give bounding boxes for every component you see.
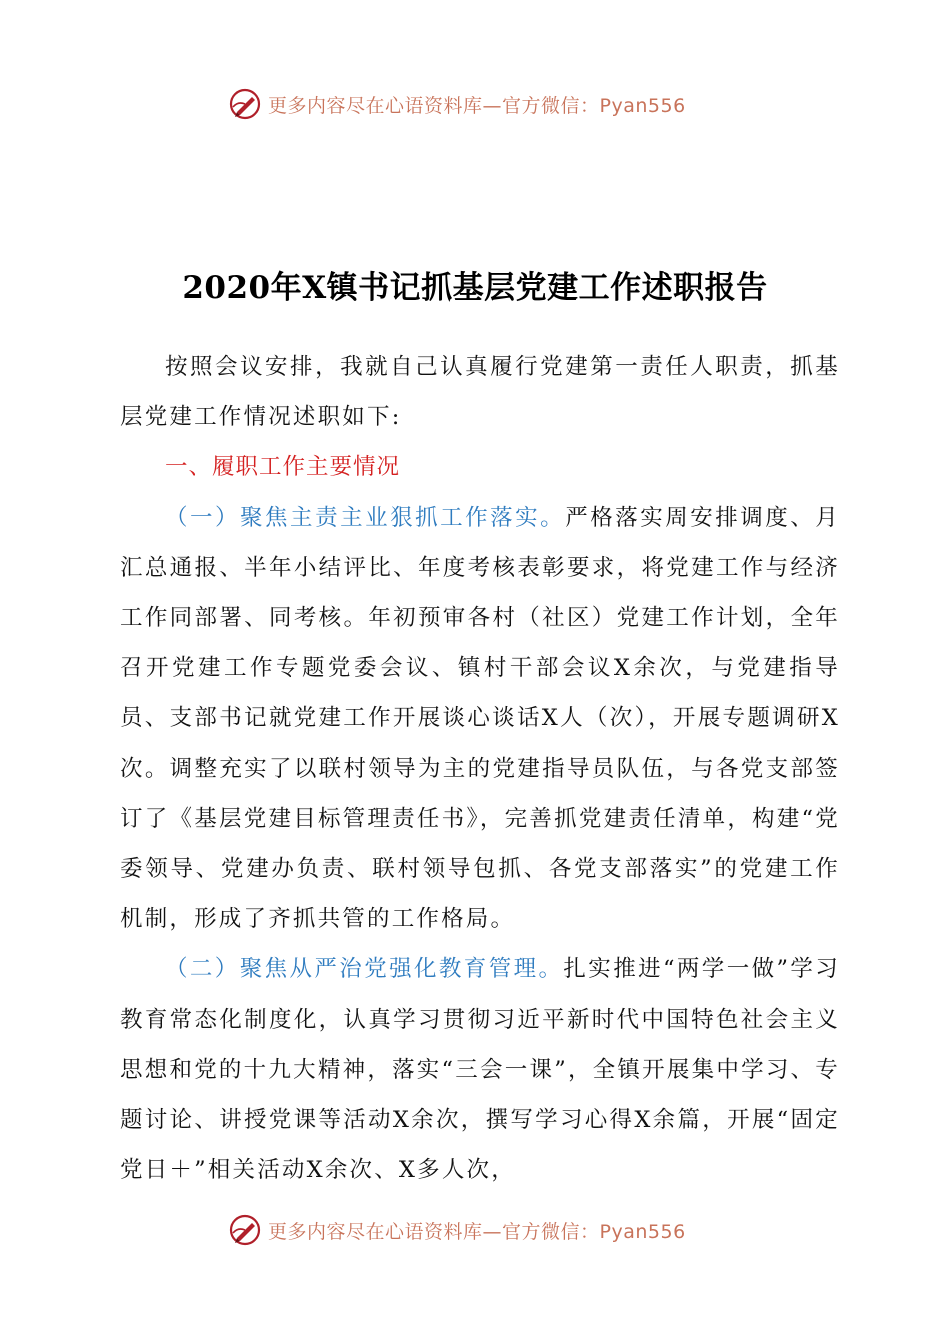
subsection-2-heading: （二）聚焦从严治党强化教育管理。 [165,956,564,983]
section-heading: 一、履职工作主要情况 [165,454,401,481]
header-banner [228,84,788,124]
document-body [120,342,840,1195]
subsection-1-paragraph [120,493,840,945]
banner-wechat-id: Pyan556 [599,94,686,117]
subsection-1-body: 严格落实周安排调度、月汇总通报、半年小结评比、年度考核表彰要求，将党建工作与经济工作同部署、同考核。年初预审各村（社区）党建工作计划，全年召开党建工作专题党委会议、镇村干部会议X余次，与党建指导员、支部书记就党建工作开展谈心谈话X人（次），开展专题调研X次。调整充实了以联村领导为主的党建指导员队伍，与各党支部签订了《基层党建目标管理责任书》，完善抓党建责任清单，构建“党委领导、党建办负责、联村领导包抓、各党支部落实”的党建工作机制，形成了齐抓共管的工作格局。 [120,504,841,933]
banner-text: 更多内容尽在心语资料库—官方微信： [268,94,600,117]
subsection-1-heading: （一）聚焦主责主业狠抓工作落实。 [165,504,566,531]
footer-banner [228,1210,788,1250]
footer-banner-wechat-id: Pyan556 [599,1220,686,1243]
pen-logo-icon [228,1213,262,1247]
subsection-2-body: 扎实推进“两学一做”学习教育常态化制度化，认真学习贯彻习近平新时代中国特色社会主义思想和党的十九大精神，落实“三会一课”，全镇开展集中学习、专题讨论、讲授党课等活动X余次，撰写学习心得X余篇，开展“固定党日＋”相关活动X余次、X多人次， [120,956,841,1184]
pen-logo-icon [228,87,262,121]
intro-paragraph: 按照会议安排，我就自己认真履行党建第一责任人职责，抓基层党建工作情况述职如下: [120,354,840,431]
footer-banner-text: 更多内容尽在心语资料库—官方微信： [268,1220,600,1243]
subsection-2-paragraph [120,944,840,1195]
document-title: 2020年X镇书记抓基层党建工作述职报告 [182,270,768,306]
